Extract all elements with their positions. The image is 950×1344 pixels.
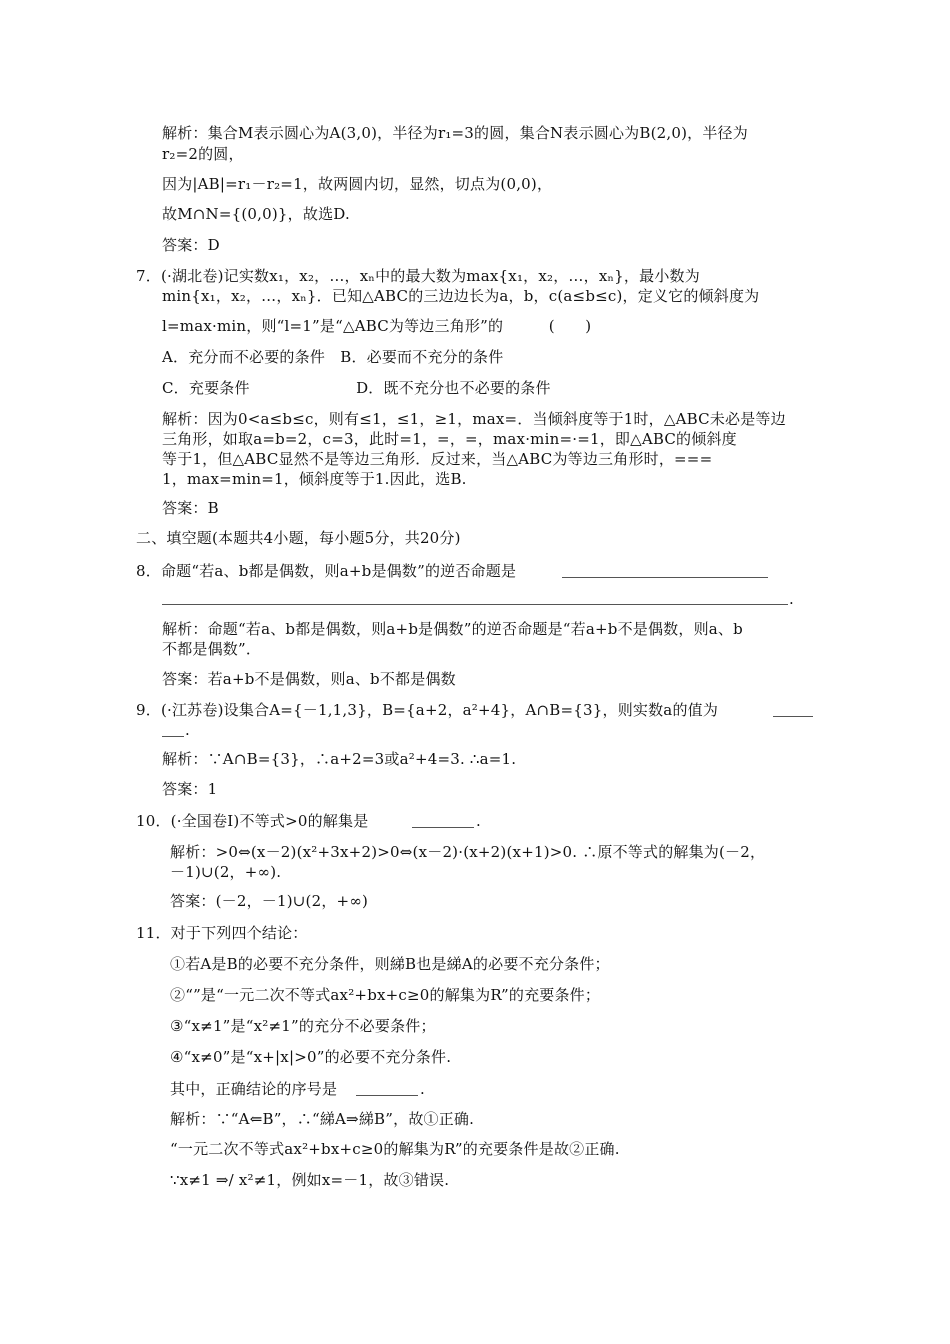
question-11-prompt: 其中，正确结论的序号是 — [170, 1080, 338, 1098]
text-line: . — [789, 590, 794, 608]
text-line: 解析：命题“若a、b都是偶数，则a+b是偶数”的逆否命题是“若a+b不是偶数，则a、b — [162, 620, 743, 638]
question-7-line: 7．(·湖北卷)记实数x₁，x₂，…，xₙ中的最大数为max{x₁，x₂，…，xₙ}，最小数为 — [136, 267, 700, 285]
text-line: 故M∩N={(0,0)}，故选D. — [162, 205, 350, 223]
text-line: 解析：∵“A⇐B”，∴“綈A⇒綈B”，故①正确. — [170, 1110, 475, 1128]
question-10-line: 10．(·全国卷Ⅰ)不等式>0的解集是 — [136, 812, 369, 830]
text-line: 等于1，但△ABC显然不是等边三角形．反过来，当△ABC为等边三角形时，=== — [162, 450, 713, 468]
question-8-line: 8．命题“若a、b都是偶数，则a+b是偶数”的逆否命题是 — [136, 562, 517, 580]
answer-blank — [562, 577, 768, 578]
question-7-line: l=max·min，则“l=1”是“△ABC为等边三角形”的 ( ) — [162, 317, 592, 335]
text-line: 不都是偶数”． — [162, 640, 262, 658]
statement-4: ④“x≠0”是“x+|x|>0”的必要不充分条件. — [170, 1048, 452, 1066]
text-line: r₂=2的圆， — [162, 145, 244, 163]
text-line: . — [185, 721, 190, 739]
text-line: ∵x≠1 ⇒/ x²≠1，例如x=－1，故③错误. — [170, 1171, 450, 1189]
text-line: . — [420, 1080, 425, 1098]
text-line: 三角形，如取a=b=2，c=3，此时=1，=，=，max·min=·=1，即△ABC的倾斜度 — [162, 430, 737, 448]
statement-1: ①若A是B的必要不充分条件，则綈B也是綈A的必要不充分条件； — [170, 955, 610, 973]
answer-line: 答案：若a+b不是偶数，则a、b不都是偶数 — [162, 670, 456, 688]
answer-blank — [356, 1095, 418, 1096]
text-line: 解析：因为0<a≤b≤c，则有≤1，≤1，≥1，max=．当倾斜度等于1时，△ABC未必是等边 — [162, 410, 786, 428]
option-line-cd: C．充要条件 D．既不充分也不必要的条件 — [162, 379, 551, 397]
question-11-line: 11．对于下列四个结论： — [136, 924, 308, 942]
question-7-line: min{x₁，x₂，…，xₙ}．已知△ABC的三边边长为a，b，c(a≤b≤c)，定义它的倾斜度为 — [162, 287, 760, 305]
answer-line: 答案：B — [162, 499, 219, 517]
text-line: 解析：∵A∩B={3}，∴a+2=3或a²+4=3. ∴a=1. — [162, 750, 517, 768]
answer-line: 答案：1 — [162, 780, 218, 798]
question-9-line: 9．(·江苏卷)设集合A={－1,1,3}，B={a+2，a²+4}，A∩B={3}，则实数a的值为 — [136, 701, 719, 719]
option-line-ab: A．充分而不必要的条件 B．必要而不充分的条件 — [162, 348, 504, 366]
answer-blank — [162, 736, 184, 737]
answer-blank — [773, 716, 813, 717]
text-line: 因为|AB|=r₁－r₂=1，故两圆内切，显然，切点为(0,0)， — [162, 175, 553, 193]
text-line: －1)∪(2，+∞). — [170, 863, 282, 881]
text-line: 1，max=min=1，倾斜度等于1.因此，选B. — [162, 470, 467, 488]
answer-blank — [412, 827, 474, 828]
statement-2: ②“”是“一元二次不等式ax²+bx+c≥0的解集为R”的充要条件； — [170, 986, 601, 1004]
section-heading: 二、填空题(本题共4小题，每小题5分，共20分) — [136, 529, 461, 547]
text-line: . — [476, 812, 481, 830]
text-line: 解析：>0⇔(x－2)(x²+3x+2)>0⇔(x－2)·(x+2)(x+1)>0. ∴原不等式的解集为(－2， — [170, 843, 766, 861]
text-line: “一元二次不等式ax²+bx+c≥0的解集为R”的充要条件是故②正确. — [170, 1140, 620, 1158]
answer-line: 答案：(－2，－1)∪(2，+∞) — [170, 892, 369, 910]
text-line: 解析：集合M表示圆心为A(3,0)，半径为r₁=3的圆，集合N表示圆心为B(2,0)，半径为 — [162, 124, 748, 142]
answer-blank — [162, 604, 788, 605]
statement-3: ③“x≠1”是“x²≠1”的充分不必要条件； — [170, 1017, 436, 1035]
answer-line: 答案：D — [162, 236, 220, 254]
